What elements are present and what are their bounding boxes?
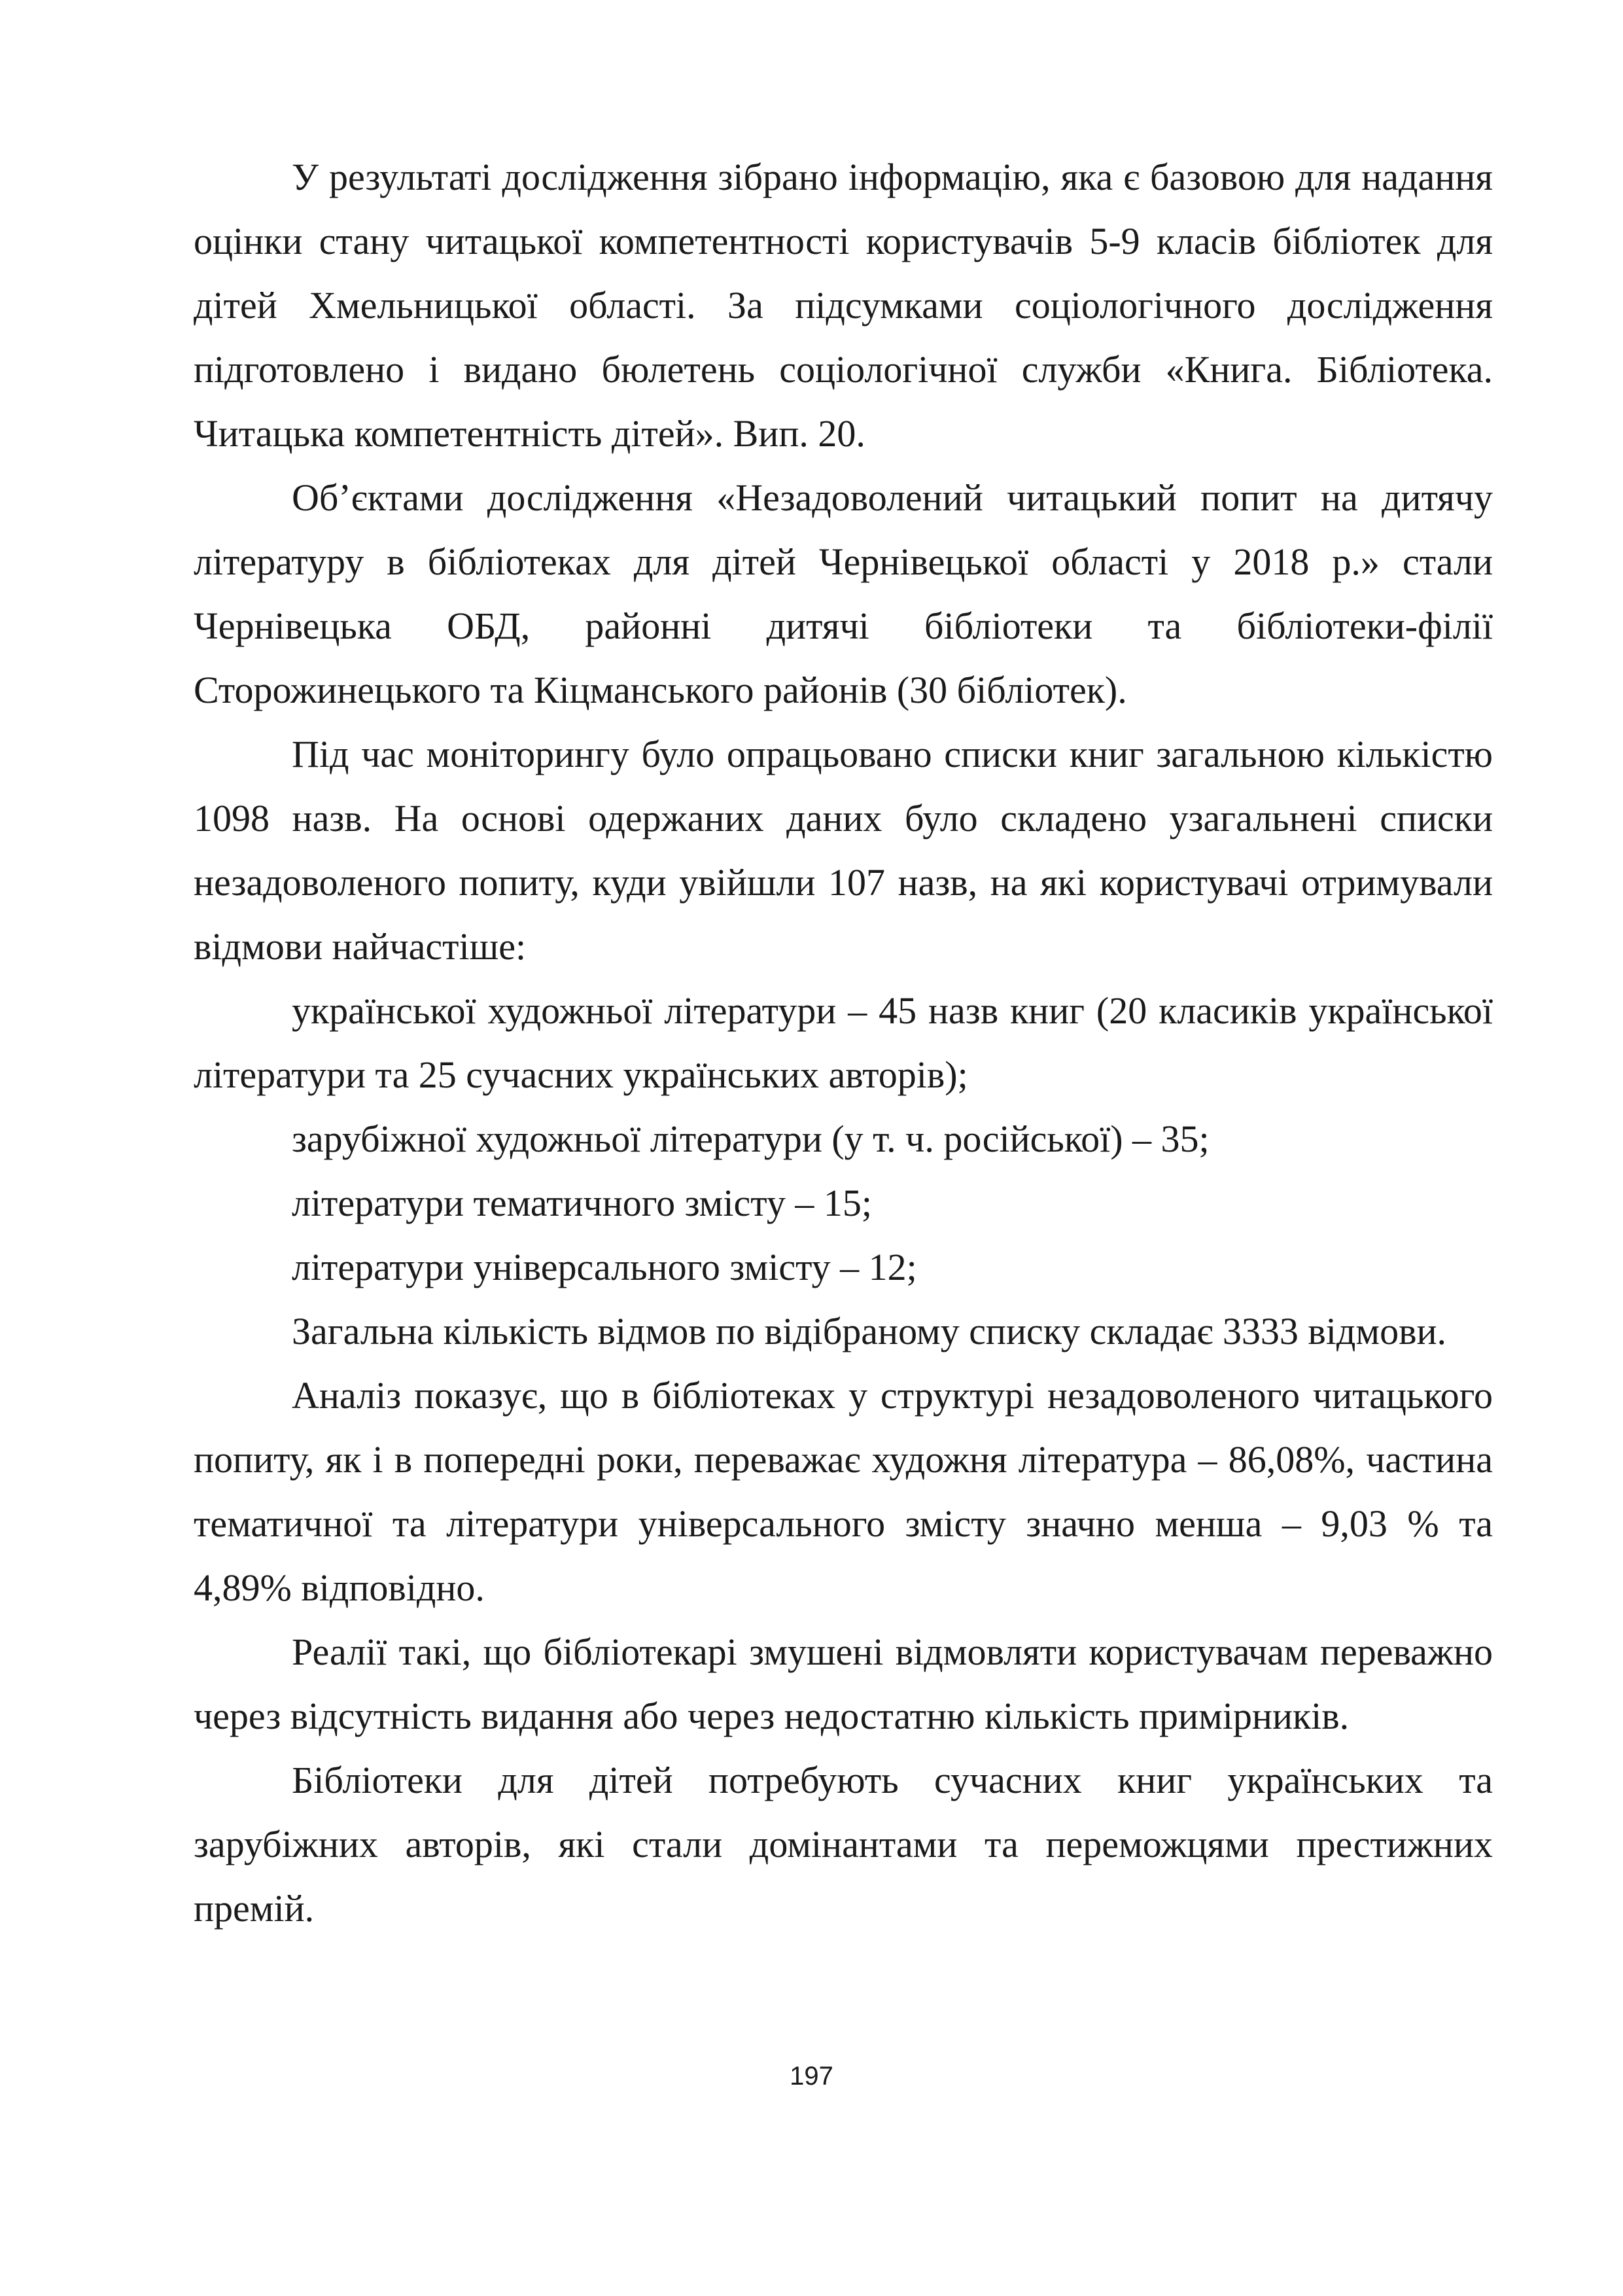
paragraph-survey-results: У результаті дослідження зібрано інформацію, яка є базовою для надання оцінки стану читацької компетентності користувачів 5-9 класів бібліотек для дітей Хмельницької області. За підсумками соціологічного дослідження підготовлено і видано бюлетень соціологічної служби «Книга. Бібліотека. Читацька компетентність дітей». Вип. 20. [194, 156, 1493, 455]
list-item-universal-literature: літератури універсального змісту – 12; [292, 1246, 917, 1288]
paragraph-research-objects: Об’єктами дослідження «Незадоволений читацький попит на дитячу літературу в бібліотеках для дітей Чернівецької області у 2018 р.» стали Чернівецька ОБД, районні дитячі бібліотеки та бібліотеки-філії Сторожинецького та Кіцманського районів (30 бібліотек). [194, 476, 1493, 711]
paragraph-monitoring: Під час моніторингу було опрацьовано списки книг загальною кількістю 1098 назв. На основі одержаних даних було складено узагальнені списки незадоволеного попиту, куди увійшли 107 назв, на які користувачі отримували відмови найчастіше: [194, 733, 1493, 968]
list-item-thematic-literature: літератури тематичного змісту – 15; [292, 1182, 872, 1224]
paragraph-total-refusals: Загальна кількість відмов по відібраному списку складає 3333 відмови. [292, 1310, 1447, 1352]
paragraph-analysis: Аналіз показує, що в бібліотеках у структурі незадоволеного читацького попиту, як і в попередні роки, переважає художня література – 86,08%, частина тематичної та літератури універсального змісту значно менша – 9,03 % та 4,89% відповідно. [194, 1374, 1493, 1609]
page-number: 197 [790, 2062, 833, 2091]
list-item-ukrainian-fiction: української художньої літератури – 45 назв книг (20 класиків української літератури та 25 сучасних українських авторів); [194, 989, 1493, 1096]
paragraph-library-needs: Бібліотеки для дітей потребують сучасних книг українських та зарубіжних авторів, які стали домінантами та переможцями престижних премій. [194, 1759, 1493, 1930]
list-item-foreign-fiction: зарубіжної художньої літератури (у т. ч. російської) – 35; [292, 1118, 1210, 1160]
body-text [194, 145, 1493, 1941]
paragraph-realities: Реалії такі, що бібліотекарі змушені відмовляти користувачам переважно через відсутність видання або через недостатню кількість примірників. [194, 1631, 1493, 1737]
